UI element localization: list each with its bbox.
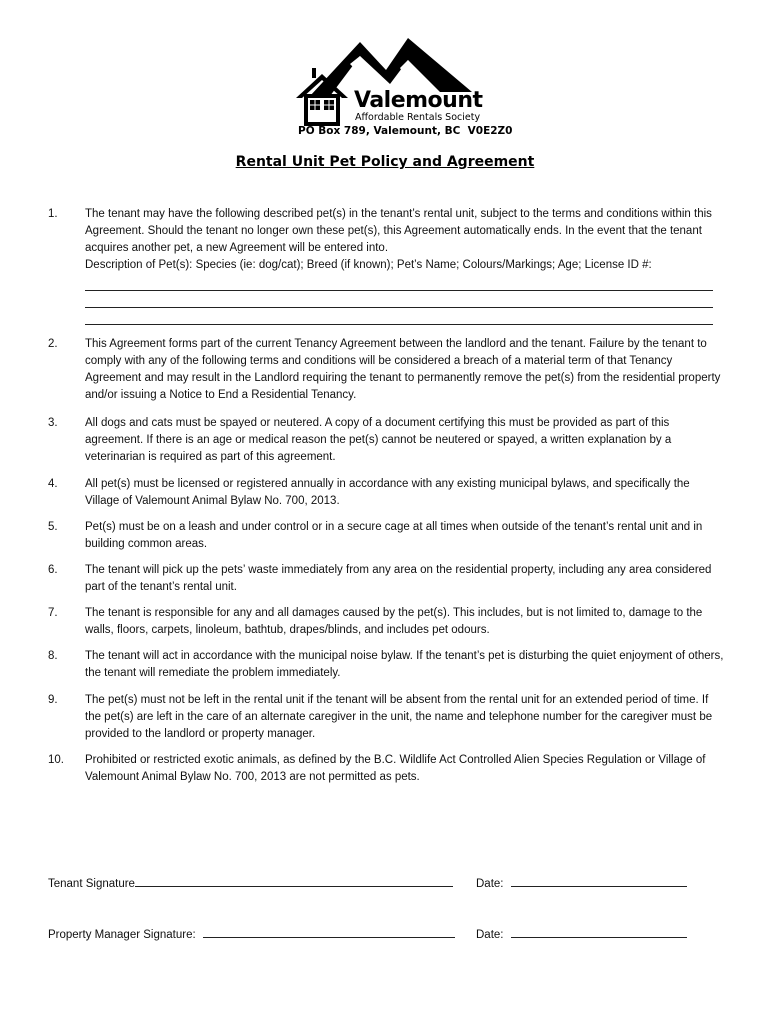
- item-text: The tenant is responsible for any and all damages caused by the pet(s). This includes, but is not limited to, damage to the walls, floors, carpets, linoleum, bathtub, drapes/blinds, and includes pet odours.: [85, 607, 703, 636]
- manager-date-row: [476, 925, 687, 941]
- item-text: All dogs and cats must be spayed or neutered. A copy of a document certifying this must be provided as part of this agreement. If there is an age or medical reason the pet(s) cannot be neutered or spayed, a written explanation by a veterinarian is required as part of this agreement.: [85, 417, 672, 463]
- pet-description-line[interactable]: [85, 308, 713, 325]
- item-text: Pet(s) must be on a leash and under control or in a secure cage at all times when outside of the tenant’s rental unit and in building common areas.: [85, 521, 703, 550]
- date-label: Date:: [476, 929, 504, 941]
- manager-signature-label: Property Manager Signature:: [48, 929, 196, 941]
- item-text: This Agreement forms part of the current Tenancy Agreement between the landlord and the tenant. Failure by the tenant to comply with any of the following terms and conditions will be considered a breach of a material term of that Tenancy Agreement and may result in the Landlord requiring the tenant to permanently remove the pet(s) from the residential property and/or issuing a Notice to End a Residential Tenancy.: [85, 338, 721, 401]
- item-number: 4.: [48, 478, 58, 490]
- item-number: 9.: [48, 694, 58, 706]
- pet-description-line[interactable]: [85, 291, 713, 308]
- org-subtitle: Affordable Rentals Society: [355, 112, 481, 123]
- item-text: The tenant will act in accordance with the municipal noise bylaw. If the tenant’s pet is disturbing the quiet enjoyment of others, the tenant will remediate the problem immediately.: [85, 650, 724, 679]
- item-number: 8.: [48, 650, 58, 662]
- item-paragraph: The tenant may have the following described pet(s) in the tenant’s rental unit, subject to the terms and conditions within this Agreement. Should the tenant no longer own these pet(s), this Agreement automatically ends. In the event that the tenant acquires another pet, a new Agreement will be entered into.: [85, 208, 712, 254]
- item-number: 10.: [48, 754, 64, 766]
- manager-signature-row: [48, 925, 455, 941]
- item-text: All pet(s) must be licensed or registered annually in accordance with any existing municipal bylaws, and specifically the Village of Valemount Animal Bylaw No. 700, 2013.: [85, 478, 690, 507]
- item-text: The tenant will pick up the pets’ waste immediately from any area on the residential property, including any area considered part of the tenant’s rental unit.: [85, 564, 712, 593]
- item-text: Prohibited or restricted exotic animals, as defined by the B.C. Wildlife Act Controlled Alien Species Regulation or Village of Valemount Animal Bylaw No. 700, 2013 are not permitted as pets.: [85, 754, 706, 783]
- item-number: 7.: [48, 607, 58, 619]
- item-text: [85, 206, 725, 325]
- manager-signature-line[interactable]: [203, 925, 455, 938]
- item-number: 1.: [48, 208, 58, 220]
- item-number: 5.: [48, 521, 58, 533]
- pet-description-line[interactable]: [85, 274, 713, 291]
- date-label: Date:: [476, 878, 504, 890]
- document-title: Rental Unit Pet Policy and Agreement: [235, 154, 535, 170]
- item-number: 2.: [48, 338, 58, 350]
- item-number: 6.: [48, 564, 58, 576]
- item-text: The pet(s) must not be left in the rental unit if the tenant will be absent from the rental unit for an extended period of time. If the pet(s) are left in the care of an alternate caregiver in the unit, the name and telephone number for the caregiver must be provided to the landlord or property manager.: [85, 694, 713, 740]
- org-name: Valemount: [354, 88, 483, 113]
- tenant-date-line[interactable]: [511, 874, 687, 887]
- org-address: PO Box 789, Valemount, BC V0E2Z0: [298, 125, 513, 137]
- tenant-signature-line[interactable]: [135, 874, 453, 887]
- pet-description-label: Description of Pet(s): Species (ie: dog/cat); Breed (if known); Pet’s Name; Colours/Markings; Age; License ID #:: [85, 259, 652, 271]
- tenant-date-row: [476, 874, 687, 890]
- manager-date-line[interactable]: [511, 925, 687, 938]
- tenant-signature-label: Tenant Signature: [48, 878, 135, 890]
- tenant-signature-row: [48, 874, 453, 890]
- item-number: 3.: [48, 417, 58, 429]
